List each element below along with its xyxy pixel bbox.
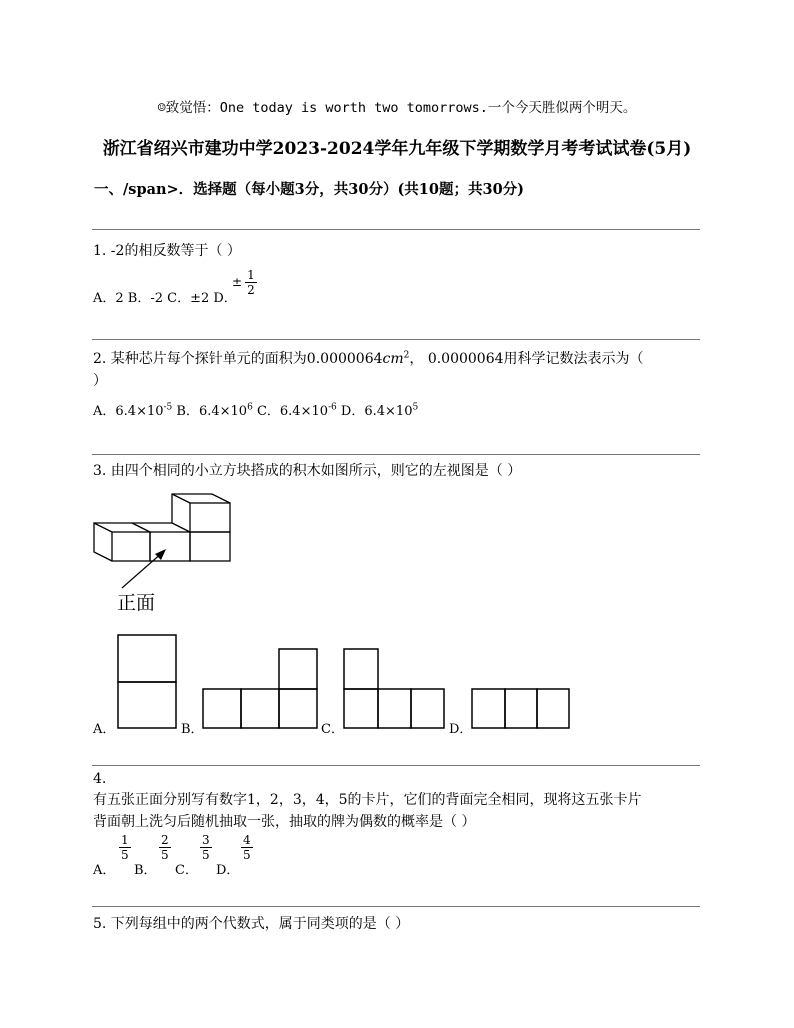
- motto: ☺致觉悟：One today is worth two tomorrows.一个今天胜似两个明天。: [157, 100, 637, 116]
- q4-number: 4.: [93, 771, 107, 787]
- q4-letter-c: C．: [175, 863, 198, 878]
- q4-fraction-a: $\frac{1}{5}$: [121, 833, 129, 862]
- q4-fraction-b: $\frac{2}{5}$: [161, 833, 169, 862]
- q4-letter-d: D．: [216, 863, 240, 878]
- q5-stem: 5. 下列每组中的两个代数式，属于同类项的是（ ）: [93, 916, 410, 932]
- q4-fraction-d: $\frac{4}{5}$: [243, 833, 251, 862]
- front-label: 正面: [117, 592, 156, 614]
- divider: [92, 454, 700, 455]
- q1-stem: 1. -2的相反数等于（ ）: [93, 243, 241, 259]
- divider: [92, 229, 700, 230]
- q3-label-d: D．: [449, 722, 473, 737]
- q1-d-prefix: ±: [232, 275, 243, 289]
- q3-stem: 3. 由四个相同的小立方块搭成的积木如图所示，则它的左视图是（ ）: [93, 463, 522, 479]
- q3-choice-d-figure: [471, 688, 571, 730]
- q3-label-a: A．: [93, 722, 116, 737]
- q4-letter-a: A．: [93, 863, 116, 878]
- front-arrow: [122, 552, 163, 588]
- q4-letter-b: B．: [134, 863, 157, 878]
- q2-options: A．$6.4\times 10^{-5}$ B．$6.4\times 10^6$ C．$6.4\times 10^{-6}$ D．$6.4\times 10^5$: [93, 402, 419, 419]
- q1-options: A．2 B．-2 C．±2 D．: [93, 291, 237, 306]
- q2-stem: 2. 某种芯片每个探针单元的面积为$0.0000064cm^2$， 0.0000064用科学记数法表示为（: [93, 350, 644, 367]
- q3-label-c: C．: [321, 722, 344, 737]
- q3-choice-a-figure: [117, 634, 177, 730]
- divider: [92, 906, 700, 907]
- divider: [92, 339, 700, 340]
- q4-stem-line2: 背面朝上洗匀后随机抽取一张，抽取的牌为偶数的概率是（ ）: [93, 814, 476, 830]
- q3-label-b: B．: [181, 722, 204, 737]
- q2-stem-end: ）: [93, 373, 107, 389]
- q3-choice-b-figure: [202, 648, 318, 730]
- divider: [92, 765, 700, 766]
- section-heading: 一、/span>．选择题（每小题3分，共30分）(共10题；共30分): [94, 181, 525, 198]
- q4-fraction-c: $\frac{3}{5}$: [202, 833, 210, 862]
- q1-option-d: [232, 268, 260, 297]
- page-title: 浙江省绍兴市建功中学2023-2024学年九年级下学期数学月考考试试卷(5月): [102, 139, 692, 159]
- block-figure: [90, 494, 250, 614]
- q3-choice-c-figure: [343, 648, 445, 730]
- q1-d-fraction: $\frac{1}{2}$: [247, 268, 255, 297]
- q4-stem-line1: 有五张正面分别写有数字1，2，3，4，5的卡片，它们的背面完全相同，现将这五张卡片: [93, 792, 642, 808]
